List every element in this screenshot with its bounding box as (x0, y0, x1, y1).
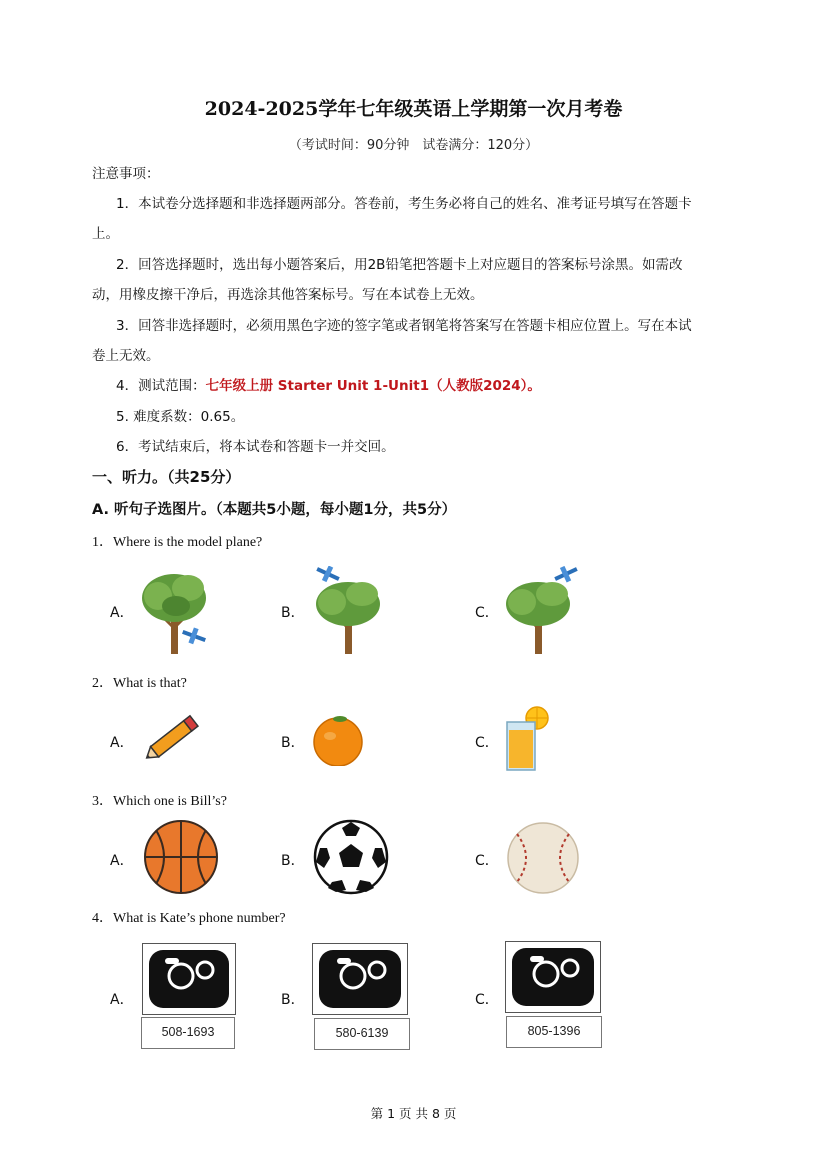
telephone-icon (312, 943, 408, 1015)
note-1: 1．本试卷分选择题和非选择题两部分。答卷前，考生务必将自己的姓名、准考证号填写在答题卡 (116, 196, 692, 212)
q4-option-c-label: C． (475, 992, 499, 1008)
note-3: 3．回答非选择题时，必须用黑色字迹的签字笔或者钢笔将答案写在答题卡相应位置上。写在本试 (116, 318, 692, 334)
soccer-ball-icon (312, 818, 390, 896)
note-2-cont: 动，用橡皮擦干净后，再选涂其他答案标号。写在本试卷上无效。 (92, 287, 484, 303)
phone-number-c: 805-1396 (506, 1016, 602, 1048)
q1-option-a-label: A． (110, 605, 134, 621)
telephone-icon (505, 941, 601, 1013)
question-2: 2．What is that? (92, 676, 187, 691)
q3-option-a-label: A． (110, 853, 134, 869)
q3-option-c-label: C． (475, 853, 499, 869)
pencil-icon (140, 710, 206, 766)
note-2: 2．回答选择题时，选出每小题答案后，用2B铅笔把答题卡上对应题目的答案标号涂黑。如需改 (116, 257, 683, 273)
q3-option-b-label: B． (281, 853, 305, 869)
q4-option-a-label: A． (110, 992, 134, 1008)
notes-heading: 注意事项： (92, 166, 160, 182)
baseball-icon (505, 820, 581, 896)
note-6: 6．考试结束后，将本试卷和答题卡一并交回。 (116, 439, 395, 455)
q2-option-b-label: B． (281, 735, 305, 751)
phone-number-a: 508-1693 (141, 1017, 235, 1049)
exam-info: （考试时间：90分钟 试卷满分：120分） (288, 138, 539, 153)
telephone-icon (142, 943, 236, 1015)
tree-plane-above-icon (310, 566, 392, 658)
q1-option-b-label: B． (281, 605, 305, 621)
question-1: 1．Where is the model plane? (92, 535, 263, 550)
tree-plane-top-right-icon (500, 566, 582, 658)
question-4: 4．What is Kate’s phone number? (92, 911, 286, 926)
basketball-icon (142, 818, 220, 896)
section-listening: 一、听力。（共25分） (92, 468, 241, 486)
note-1-cont: 上。 (92, 226, 119, 242)
note-3-cont: 卷上无效。 (92, 348, 160, 364)
note-4 (116, 376, 740, 396)
orange-juice-icon (503, 704, 553, 774)
orange-icon (310, 710, 366, 766)
part-a-heading: A. 听句子选图片。（本题共5小题，每小题1分，共5分） (92, 502, 457, 518)
q2-option-c-label: C． (475, 735, 499, 751)
q1-option-c-label: C． (475, 605, 499, 621)
q4-option-b-label: B． (281, 992, 305, 1008)
test-scope: 七年级上册 Starter Unit 1-Unit1（人教版2024）。 (205, 378, 541, 394)
question-3: 3．Which one is Bill’s? (92, 794, 227, 809)
note-5: 5. 难度系数：0.65。 (116, 409, 245, 425)
page-title: 2024-2025学年七年级英语上学期第一次月考卷 (204, 98, 623, 120)
page-number: 第 1 页 共 8 页 (370, 1106, 457, 1121)
tree-plane-below-icon (136, 566, 218, 658)
q2-option-a-label: A． (110, 735, 134, 751)
note-4-prefix: 4．测试范围： (116, 378, 206, 394)
phone-number-b: 580-6139 (314, 1018, 410, 1050)
